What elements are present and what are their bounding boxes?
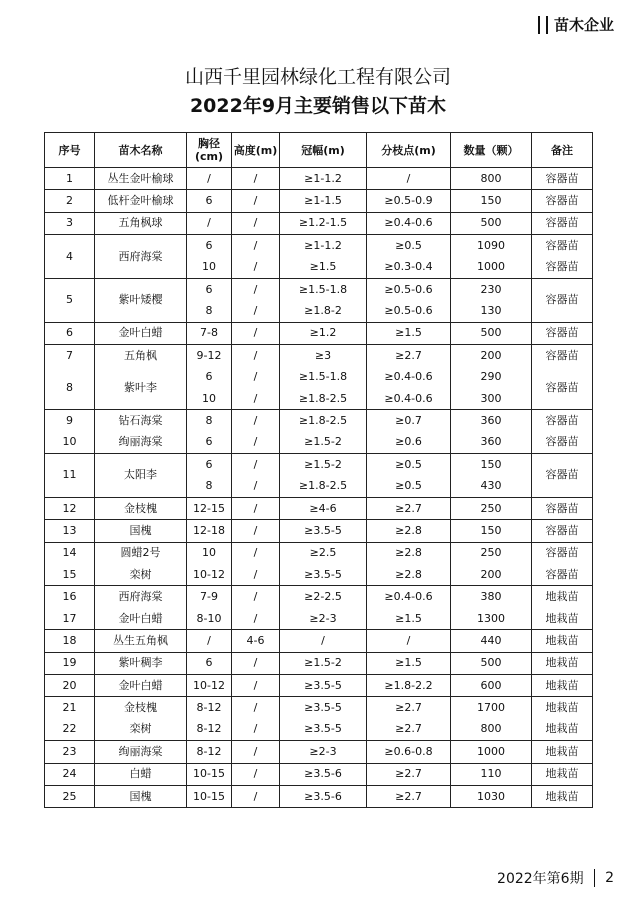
tag-bar: [538, 16, 540, 34]
cell-quantity: 300: [451, 388, 532, 410]
table-row: [45, 278, 593, 300]
table-row: [45, 785, 593, 807]
cell-diameter: /: [187, 212, 232, 234]
tag-bar: [546, 16, 548, 34]
cell-diameter: 7-8: [187, 322, 232, 344]
cell-height: /: [232, 388, 280, 410]
cell-crown: ≥3: [280, 345, 367, 367]
table-row: [45, 235, 593, 257]
footer-divider: [594, 869, 596, 887]
cell-remark: 容器苗: [532, 345, 593, 367]
col-header-name: 苗木名称: [95, 133, 187, 168]
col-header-height: 高度(m): [232, 133, 280, 168]
cell-remark: 地栽苗: [532, 719, 593, 741]
cell-remark: 容器苗: [532, 542, 593, 564]
cell-branch: ≥0.6-0.8: [367, 741, 451, 763]
cell-quantity: 200: [451, 345, 532, 367]
cell-name: 钻石海棠: [95, 410, 187, 432]
cell-index: 1: [45, 168, 95, 190]
cell-height: /: [232, 719, 280, 741]
cell-height: /: [232, 564, 280, 586]
cell-crown: ≥2-3: [280, 608, 367, 630]
cell-remark: 容器苗: [532, 564, 593, 586]
cell-height: /: [232, 432, 280, 454]
cell-branch: ≥2.8: [367, 564, 451, 586]
cell-index: 23: [45, 741, 95, 763]
cell-quantity: 130: [451, 300, 532, 322]
cell-index: 3: [45, 212, 95, 234]
cell-height: /: [232, 520, 280, 542]
cell-diameter: 10-15: [187, 763, 232, 785]
cell-diameter: 10: [187, 542, 232, 564]
cell-quantity: 500: [451, 212, 532, 234]
cell-quantity: 150: [451, 190, 532, 212]
cell-name: 绚丽海棠: [95, 432, 187, 454]
cell-index: 16: [45, 586, 95, 608]
cell-name: 国槐: [95, 520, 187, 542]
table-row: [45, 497, 593, 519]
section-tag: [538, 14, 614, 35]
cell-name: 金叶白蜡: [95, 608, 187, 630]
cell-branch: ≥0.4-0.6: [367, 586, 451, 608]
cell-branch: ≥2.7: [367, 719, 451, 741]
table-row: [45, 168, 593, 190]
table-row: [45, 564, 593, 586]
cell-height: /: [232, 497, 280, 519]
table-row: [45, 367, 593, 388]
cell-height: /: [232, 278, 280, 300]
cell-index: 25: [45, 785, 95, 807]
cell-crown: ≥1.2-1.5: [280, 212, 367, 234]
cell-diameter: 10-15: [187, 785, 232, 807]
cell-branch: ≥0.5: [367, 454, 451, 476]
cell-crown: ≥1.5-1.8: [280, 278, 367, 300]
table-row: [45, 697, 593, 719]
cell-diameter: 6: [187, 190, 232, 212]
cell-index: 17: [45, 608, 95, 630]
cell-diameter: 8: [187, 300, 232, 322]
table-row: [45, 674, 593, 696]
cell-remark: 地栽苗: [532, 652, 593, 674]
cell-crown: ≥4-6: [280, 497, 367, 519]
table-body: [45, 168, 593, 808]
cell-name: 丛生金叶榆球: [95, 168, 187, 190]
cell-diameter: 8-10: [187, 608, 232, 630]
cell-crown: ≥1-1.2: [280, 235, 367, 257]
cell-diameter: 6: [187, 652, 232, 674]
cell-name: 金枝槐: [95, 497, 187, 519]
cell-quantity: 250: [451, 542, 532, 564]
cell-branch: ≥2.7: [367, 697, 451, 719]
cell-index: 4: [45, 235, 95, 279]
cell-height: /: [232, 168, 280, 190]
cell-branch: ≥0.7: [367, 410, 451, 432]
cell-diameter: 7-9: [187, 586, 232, 608]
cell-diameter: 8: [187, 410, 232, 432]
cell-crown: ≥3.5-5: [280, 697, 367, 719]
cell-branch: ≥0.4-0.6: [367, 388, 451, 410]
cell-remark: 地栽苗: [532, 608, 593, 630]
cell-remark: 地栽苗: [532, 697, 593, 719]
cell-index: 6: [45, 322, 95, 344]
cell-remark: 容器苗: [532, 432, 593, 454]
table-row: [45, 763, 593, 785]
cell-height: /: [232, 741, 280, 763]
cell-name: 五角枫: [95, 345, 187, 367]
cell-index: 14: [45, 542, 95, 564]
cell-quantity: 1030: [451, 785, 532, 807]
cell-name: 紫叶矮樱: [95, 278, 187, 322]
cell-index: 7: [45, 345, 95, 367]
cell-remark: 容器苗: [532, 454, 593, 498]
cell-height: /: [232, 542, 280, 564]
cell-crown: ≥1.5-2: [280, 432, 367, 454]
cell-remark: 容器苗: [532, 235, 593, 257]
cell-branch: ≥2.8: [367, 542, 451, 564]
cell-crown: ≥3.5-5: [280, 674, 367, 696]
cell-quantity: 230: [451, 278, 532, 300]
page-number: 2: [605, 870, 614, 886]
cell-index: 24: [45, 763, 95, 785]
cell-crown: ≥1.5: [280, 257, 367, 279]
cell-crown: ≥1.8-2.5: [280, 410, 367, 432]
cell-index: 22: [45, 719, 95, 741]
cell-crown: ≥1.5-2: [280, 454, 367, 476]
cell-height: /: [232, 257, 280, 279]
cell-diameter: 12-15: [187, 497, 232, 519]
section-tag-label: 苗木企业: [553, 16, 614, 34]
cell-name: 金叶白蜡: [95, 322, 187, 344]
cell-crown: /: [280, 630, 367, 652]
cell-height: /: [232, 367, 280, 388]
cell-remark: 地栽苗: [532, 741, 593, 763]
cell-diameter: 6: [187, 432, 232, 454]
cell-height: /: [232, 454, 280, 476]
cell-quantity: 150: [451, 454, 532, 476]
cell-index: 5: [45, 278, 95, 322]
cell-quantity: 1090: [451, 235, 532, 257]
cell-remark: 地栽苗: [532, 630, 593, 652]
cell-index: 2: [45, 190, 95, 212]
cell-diameter: 8-12: [187, 719, 232, 741]
cell-branch: ≥0.5-0.6: [367, 278, 451, 300]
page-subtitle: 2022年9月主要销售以下苗木: [189, 95, 447, 117]
cell-quantity: 360: [451, 410, 532, 432]
table-row: [45, 719, 593, 741]
cell-name: 紫叶稠李: [95, 652, 187, 674]
cell-diameter: 9-12: [187, 345, 232, 367]
cell-quantity: 800: [451, 168, 532, 190]
cell-diameter: 6: [187, 367, 232, 388]
cell-remark: 容器苗: [532, 520, 593, 542]
cell-branch: ≥2.7: [367, 497, 451, 519]
cell-name: 国槐: [95, 785, 187, 807]
cell-branch: ≥0.5: [367, 235, 451, 257]
cell-diameter: 10-12: [187, 564, 232, 586]
cell-remark: 容器苗: [532, 190, 593, 212]
cell-branch: ≥0.4-0.6: [367, 367, 451, 388]
cell-name: 西府海棠: [95, 235, 187, 279]
cell-diameter: 6: [187, 278, 232, 300]
cell-height: /: [232, 235, 280, 257]
cell-name: 栾树: [95, 564, 187, 586]
cell-crown: ≥2-2.5: [280, 586, 367, 608]
cell-index: 19: [45, 652, 95, 674]
cell-branch: ≥0.5: [367, 475, 451, 497]
cell-diameter: 8: [187, 475, 232, 497]
cell-name: 白蜡: [95, 763, 187, 785]
table-row: [45, 741, 593, 763]
cell-name: 丛生五角枫: [95, 630, 187, 652]
col-header-diameter: 胸径(cm): [187, 133, 232, 168]
cell-diameter: 10: [187, 257, 232, 279]
table-row: [45, 542, 593, 564]
cell-crown: ≥1.8-2.5: [280, 475, 367, 497]
cell-diameter: 6: [187, 235, 232, 257]
cell-quantity: 250: [451, 497, 532, 519]
cell-remark: 容器苗: [532, 322, 593, 344]
cell-name: 绚丽海棠: [95, 741, 187, 763]
cell-name: 低杆金叶榆球: [95, 190, 187, 212]
cell-crown: ≥3.5-5: [280, 719, 367, 741]
cell-quantity: 600: [451, 674, 532, 696]
cell-height: /: [232, 652, 280, 674]
cell-quantity: 500: [451, 322, 532, 344]
cell-diameter: 8-12: [187, 697, 232, 719]
col-header-remark: 备注: [532, 133, 593, 168]
table-row: [45, 454, 593, 476]
cell-name: 圆蜡2号: [95, 542, 187, 564]
cell-branch: ≥0.5-0.9: [367, 190, 451, 212]
cell-quantity: 380: [451, 586, 532, 608]
table-header-row: [45, 133, 593, 168]
cell-index: 9: [45, 410, 95, 432]
cell-diameter: 6: [187, 454, 232, 476]
cell-quantity: 500: [451, 652, 532, 674]
cell-branch: ≥0.6: [367, 432, 451, 454]
cell-height: /: [232, 674, 280, 696]
cell-crown: ≥3.5-6: [280, 763, 367, 785]
cell-quantity: 150: [451, 520, 532, 542]
table-row: [45, 410, 593, 432]
cell-height: /: [232, 345, 280, 367]
cell-branch: ≥1.5: [367, 608, 451, 630]
cell-height: 4-6: [232, 630, 280, 652]
cell-crown: ≥1.5-2: [280, 652, 367, 674]
cell-diameter: 8-12: [187, 741, 232, 763]
cell-height: /: [232, 322, 280, 344]
cell-diameter: /: [187, 168, 232, 190]
cell-index: 10: [45, 432, 95, 454]
cell-branch: ≥0.4-0.6: [367, 212, 451, 234]
cell-quantity: 1300: [451, 608, 532, 630]
cell-remark: 地栽苗: [532, 785, 593, 807]
cell-index: 18: [45, 630, 95, 652]
cell-branch: ≥1.8-2.2: [367, 674, 451, 696]
cell-branch: ≥0.5-0.6: [367, 300, 451, 322]
cell-height: /: [232, 763, 280, 785]
cell-quantity: 1000: [451, 741, 532, 763]
cell-crown: ≥1-1.5: [280, 190, 367, 212]
table-row: [45, 190, 593, 212]
cell-quantity: 360: [451, 432, 532, 454]
cell-name: 金枝槐: [95, 697, 187, 719]
cell-quantity: 1700: [451, 697, 532, 719]
cell-crown: ≥1-1.2: [280, 168, 367, 190]
cell-height: /: [232, 410, 280, 432]
cell-quantity: 440: [451, 630, 532, 652]
cell-height: /: [232, 608, 280, 630]
table-row: [45, 322, 593, 344]
cell-name: 西府海棠: [95, 586, 187, 608]
cell-height: /: [232, 300, 280, 322]
cell-index: 11: [45, 454, 95, 498]
cell-crown: ≥1.2: [280, 322, 367, 344]
cell-quantity: 110: [451, 763, 532, 785]
table-row: [45, 520, 593, 542]
cell-name: 太阳李: [95, 454, 187, 498]
cell-height: /: [232, 586, 280, 608]
cell-remark: 地栽苗: [532, 586, 593, 608]
table-row: [45, 432, 593, 454]
cell-branch: ≥2.7: [367, 345, 451, 367]
cell-remark: 容器苗: [532, 367, 593, 410]
cell-name: 五角枫球: [95, 212, 187, 234]
cell-quantity: 200: [451, 564, 532, 586]
col-header-branch: 分枝点(m): [367, 133, 451, 168]
cell-quantity: 290: [451, 367, 532, 388]
col-header-crown: 冠幅(m): [280, 133, 367, 168]
table-row: [45, 586, 593, 608]
cell-remark: 容器苗: [532, 278, 593, 322]
cell-index: 20: [45, 674, 95, 696]
cell-remark: 容器苗: [532, 212, 593, 234]
footer: [497, 868, 614, 888]
cell-height: /: [232, 697, 280, 719]
col-header-quantity: 数量（颗）: [451, 133, 532, 168]
cell-crown: ≥3.5-6: [280, 785, 367, 807]
cell-name: 栾树: [95, 719, 187, 741]
cell-height: /: [232, 475, 280, 497]
cell-crown: ≥2-3: [280, 741, 367, 763]
cell-index: 13: [45, 520, 95, 542]
table-row: [45, 345, 593, 367]
cell-diameter: /: [187, 630, 232, 652]
cell-remark: 地栽苗: [532, 674, 593, 696]
cell-quantity: 430: [451, 475, 532, 497]
cell-crown: ≥3.5-5: [280, 564, 367, 586]
cell-index: 15: [45, 564, 95, 586]
cell-branch: ≥1.5: [367, 322, 451, 344]
cell-remark: 容器苗: [532, 410, 593, 432]
cell-height: /: [232, 785, 280, 807]
cell-crown: ≥1.8-2.5: [280, 388, 367, 410]
table-row: [45, 630, 593, 652]
cell-height: /: [232, 212, 280, 234]
cell-quantity: 800: [451, 719, 532, 741]
cell-remark: 地栽苗: [532, 763, 593, 785]
cell-diameter: 12-18: [187, 520, 232, 542]
cell-branch: ≥0.3-0.4: [367, 257, 451, 279]
cell-remark: 容器苗: [532, 257, 593, 279]
col-header-index: 序号: [45, 133, 95, 168]
cell-branch: /: [367, 168, 451, 190]
issue-number: 2022年第6期: [497, 871, 584, 887]
cell-branch: ≥2.7: [367, 785, 451, 807]
cell-branch: ≥2.8: [367, 520, 451, 542]
cell-diameter: 10: [187, 388, 232, 410]
cell-name: 紫叶李: [95, 367, 187, 410]
cell-quantity: 1000: [451, 257, 532, 279]
cell-diameter: 10-12: [187, 674, 232, 696]
cell-crown: ≥1.5-1.8: [280, 367, 367, 388]
cell-remark: 容器苗: [532, 497, 593, 519]
cell-index: 12: [45, 497, 95, 519]
cell-remark: 容器苗: [532, 168, 593, 190]
table-row: [45, 212, 593, 234]
cell-index: 21: [45, 697, 95, 719]
company-title: 山西千里园林绿化工程有限公司: [184, 66, 451, 88]
cell-crown: ≥2.5: [280, 542, 367, 564]
nursery-stock-table: [44, 132, 593, 808]
cell-branch: ≥1.5: [367, 652, 451, 674]
cell-height: /: [232, 190, 280, 212]
table-row: [45, 608, 593, 630]
table-row: [45, 652, 593, 674]
cell-crown: ≥3.5-5: [280, 520, 367, 542]
cell-name: 金叶白蜡: [95, 674, 187, 696]
cell-branch: ≥2.7: [367, 763, 451, 785]
cell-branch: /: [367, 630, 451, 652]
cell-index: 8: [45, 367, 95, 410]
cell-crown: ≥1.8-2: [280, 300, 367, 322]
